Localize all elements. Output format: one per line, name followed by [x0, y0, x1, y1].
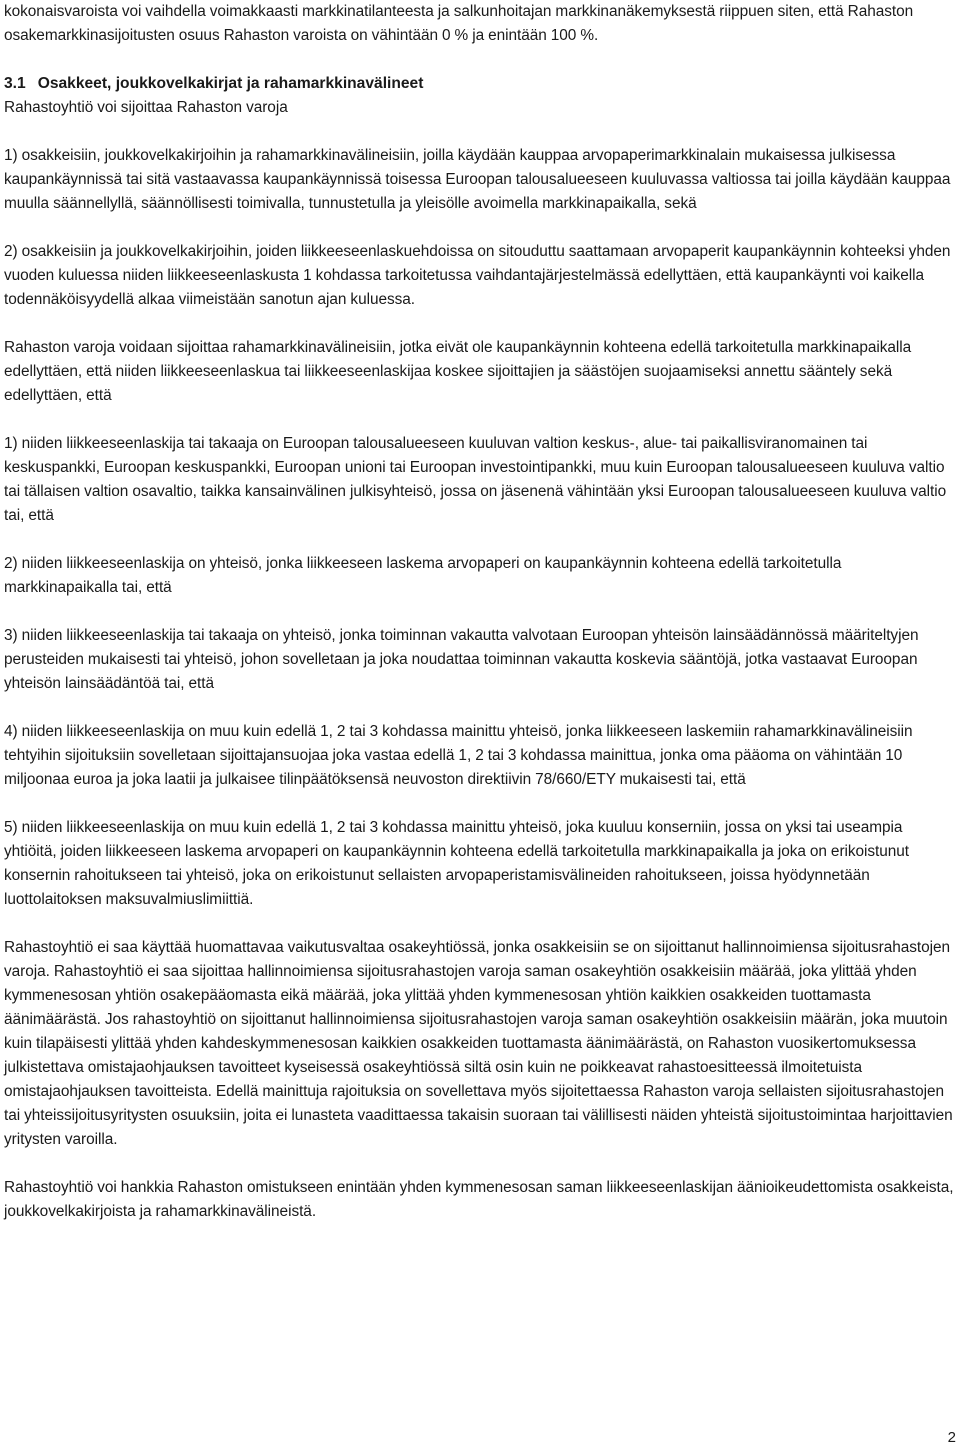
paragraph-item-2-new-issues: 2) osakkeisiin ja joukkovelkakirjoihin, joiden liikkeeseenlaskuehdoissa on sitouduttu saattamaan arvopaperit kaupankäynnin kohteeksi yhden vuoden kuluessa niiden liikkeeseenlaskusta 1 kohdassa tarkoitetussa vaihdantajärjestelmässä edellyttäen, että kaupankäynti voi kaikella todennäköisyydellä alkaa viimeistään sanotun ajan kuluessa.	[4, 243, 951, 308]
paragraph-condition-5: 5) niiden liikkeeseenlaskija on muu kuin edellä 1, 2 tai 3 kohdassa mainittu yhteisö, joka kuuluu konserniin, jossa on yksi tai useampia yhtiöitä, joiden liikkeeseen laskema arvopaperi on kaupankäynnin kohteena edellä tarkoitetulla markkinapaikalla ja joka on erikoistunut konsernin rahoitukseen tai yhteisö, joka on erikoistunut sellaisten arvopaperistamisvälineiden rahoitukseen, joissa hyödynnetään luottolaitoksen maksuvalmiuslimiittiä.	[4, 819, 910, 908]
section-title: Osakkeet, joukkovelkakirjat ja rahamarkkinavälineet	[37, 75, 424, 92]
paragraph-influence-limits: Rahastoyhtiö ei saa käyttää huomattavaa vaikutusvaltaa osakeyhtiössä, jonka osakkeisiin se on sijoittanut hallinnoimiensa sijoitusrahastojen varoja. Rahastoyhtiö ei saa sijoittaa hallinnoimiensa sijoitusrahastojen varoja saman osakeyhtiön osakkeisiin määrää, joka ylittää yhden kymmenesosan yhtiön osakepääomasta eikä määrää, joka ylittää yhden kymmenesosan yhtiön kaikkien osakkeiden tuottamasta äänimäärästä. Jos rahastoyhtiö on sijoittanut hallinnoimiensa sijoitusrahastojen varoja saman osakeyhtiön osakkeisiin määrän, joka muutoin kuin tilapäisesti ylittää yhden kahdeskymmenesosan kaikkien osakkeiden tuottamasta äänimäärästä, on Rahaston vuosikertomuksessa julkistettava omistajaohjauksen tavoitteet kyseisessä osakeyhtiössä siltä osin kuin ne poikkeavat rahastoesitteessä ilmoitetuista omistajaohjauksen tavoitteista. Edellä mainittuja rajoituksia on sovellettava myös sijoitettaessa Rahaston varoja sellaisten sijoitusrahastojen tai yhteissijoitusyritysten osuuksiin, joita ei lunasteta vaadittaessa takaisin suoraan tai välillisesti näiden yhteistä sijoitustoimintaa harjoittavien yritysten varoilla.	[4, 939, 953, 1148]
paragraph-item-1-markets: 1) osakkeisiin, joukkovelkakirjoihin ja rahamarkkinavälineisiin, joilla käydään kauppaa arvopaperimarkkinalain mukaisessa julkisessa kaupankäynnissä tai sitä vastaavassa kaupankäynnissä toisessa Euroopan talousalueeseen kuuluvassa valtiossa tai joilla käydään kauppaa muulla säännellyllä, säännöllisesti toimivalla, tunnustetulla ja yleisölle avoimella markkinapaikalla, sekä	[4, 147, 951, 212]
paragraph-condition-3: 3) niiden liikkeeseenlaskija tai takaaja on yhteisö, jonka toiminnan vakautta valvotaan Euroopan yhteisön lainsäädännössä määriteltyjen perusteiden mukaisesti tai yhteisö, johon sovelletaan ja joka noudattaa toiminnan vakautta koskevia sääntöjä, jotka vastaavat Euroopan yhteisön lainsäädäntöä tai, että	[4, 627, 919, 692]
section-number: 3.1	[4, 75, 26, 92]
paragraph-money-market: Rahaston varoja voidaan sijoittaa rahamarkkinavälineisiin, jotka eivät ole kaupankäynnin kohteena edellä tarkoitetulla markkinapaikalla edellyttäen, että niiden liikkeeseenlaskua tai liikkeeseenlaskijaa koskee sijoittajien ja säästöjen suojaamiseksi annettu sääntely sekä edellyttäen, että	[4, 339, 912, 404]
paragraph-lead-in: Rahastoyhtiö voi sijoittaa Rahaston varoja	[4, 99, 288, 116]
document-page	[4, 0, 956, 1224]
paragraph-condition-4: 4) niiden liikkeeseenlaskija on muu kuin edellä 1, 2 tai 3 kohdassa mainittu yhteisö, jonka liikkeeseen laskemiin rahamarkkinavälineisiin tehtyihin sijoituksiin sovelletaan sijoittajansuojaa joka vastaa edellä 1, 2 tai 3 kohdassa mainittua, jonka oma pääoma on vähintään 10 miljoonaa euroa ja joka laatii ja julkaisee tilinpäätöksensä neuvoston direktiivin 78/660/ETY mukaisesti tai, että	[4, 723, 913, 788]
paragraph-non-voting-limit: Rahastoyhtiö voi hankkia Rahaston omistukseen enintään yhden kymmenesosan saman liikkeeseenlaskijan äänioikeudettomista osakkeista, joukkovelkakirjoista ja rahamarkkinavälineistä.	[4, 1179, 954, 1220]
intro-paragraph: kokonaisvaroista voi vaihdella voimakkaasti markkinatilanteesta ja salkunhoitajan markkinanäkemyksestä riippuen siten, että Rahaston osakemarkkinasijoitusten osuus Rahaston varoista on vähintään 0 % ja enintään 100 %.	[4, 3, 914, 44]
section-heading	[4, 72, 956, 96]
paragraph-condition-1: 1) niiden liikkeeseenlaskija tai takaaja on Euroopan talousalueeseen kuuluvan valtion keskus-, alue- tai paikallisviranomainen tai keskuspankki, Euroopan keskuspankki, Euroopan unioni tai Euroopan investointipankki, muu kuin Euroopan talousalueeseen kuuluva valtio tai tällaisen valtion osavaltio, taikka kansainvälinen julkisyhteisö, jossa on jäsenenä vähintään yksi Euroopan talousalueeseen kuuluva valtio tai, että	[4, 435, 947, 524]
paragraph-condition-2: 2) niiden liikkeeseenlaskija on yhteisö, jonka liikkeeseen laskema arvopaperi on kaupankäynnin kohteena edellä tarkoitetulla markkinapaikalla tai, että	[4, 555, 842, 596]
page-number: 2	[947, 1429, 956, 1446]
